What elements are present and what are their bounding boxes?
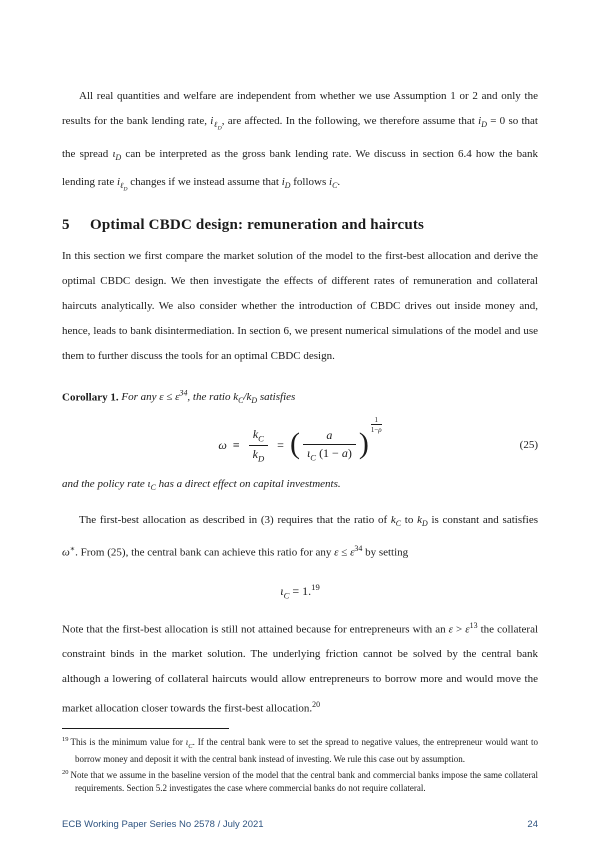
footnotes-section [62, 733, 538, 795]
section-title: Optimal CBDC design: remuneration and haircuts [90, 216, 425, 233]
corollary-label: Corollary 1. [62, 391, 119, 404]
equation-25-number: (25) [519, 438, 538, 451]
page-body [62, 0, 538, 795]
footnote-20-number: 20 [62, 768, 69, 776]
footnote-separator [62, 728, 229, 729]
equation-25 [62, 415, 538, 466]
footnote-19-text: This is the minimum value for $\iota_C$. If the central bank were to set the spread to negative values, the entrepreneur would want to borrow money and deposit it with the central bank instead of investing. We rule this case out by assumption. [70, 736, 538, 764]
footer-series-label: ECB Working Paper Series No 2578 / July 2021 [62, 819, 264, 830]
section-heading [62, 217, 538, 234]
paragraph-first-best: The first-best allocation as described in (3) requires that the ratio of $k_C$ to $k_D$ is constant and satisfies ω∗. From (25), the central bank can achieve this ratio for any $\varepsilon \le \varepsilon^{34}$ by setting [62, 513, 538, 559]
footnote-19-number: 19 [62, 735, 69, 743]
corollary-continuation: and the policy rate $\iota_C$ has a direct effect on capital investments. [62, 477, 341, 492]
footer-page-number: 24 [527, 819, 538, 830]
equation-25-math: ω ≡ $\frac{k_C}{k_D}$ = ( $\frac{a}{\iota_C (1 - a)}$ ) $\frac{1}{1-\rho}$ [218, 415, 382, 464]
equation-iota-math: $\iota_C = 1.19$ [280, 581, 320, 601]
footnote-20-text: Note that we assume in the baseline version of the model that the central bank and commercial banks impose the same collateral requirements. Section 5.2 investigates the case where commercial banks do not require collateral. [70, 769, 538, 793]
section-number: 5 [62, 216, 70, 233]
paragraph-note: Note that the first-best allocation is still not attained because for entrepreneurs with an $\varepsilon > \varepsilon^{13}$ the collateral constraint binds in the market solution. The underlying friction cannot be solved by the central bank although a lowering of collateral haircuts would allow entrepreneurs to borrow more and would move the market allocation closer towards the first-best allocation.$^{20}$ [62, 620, 539, 715]
paragraph-section-intro: In this section we first compare the market solution of the model to the first-best allocation and derive the optimal CBDC design. We then investigate the effects of different rates of remuneration and collateral haircuts analytically. We also consider whether the introduction of CBDC drives out inside money and, hence, leads to bank disintermediation. In section 6, we present numerical simulations of the model and use them to further discuss the tools for an optimal CBDC design. [62, 249, 538, 362]
equation-iota [62, 579, 538, 601]
corollary-1 [62, 381, 538, 414]
page-footer [62, 819, 538, 830]
paragraph-assumptions: All real quantities and welfare are independent from whether we use Assumption 1 or 2 and only the results for the bank lending rate, $i_{\ell_D}$, are affected. In the following, we therefore assume that $i_D = 0$ so that the spread $\iota_D$ can be interpreted as the gross bank lending rate. We discuss in section 6.4 how the bank lending rate $i_{\ell_D}$ changes if we instead assume that $i_D$ follows $i_C$. [62, 90, 538, 193]
footnote-19 [62, 733, 538, 766]
corollary-body: For any $\varepsilon \le \varepsilon^{34}$, the ratio $k_C/k_D$ satisfies [121, 388, 296, 406]
footnote-20 [62, 766, 538, 795]
